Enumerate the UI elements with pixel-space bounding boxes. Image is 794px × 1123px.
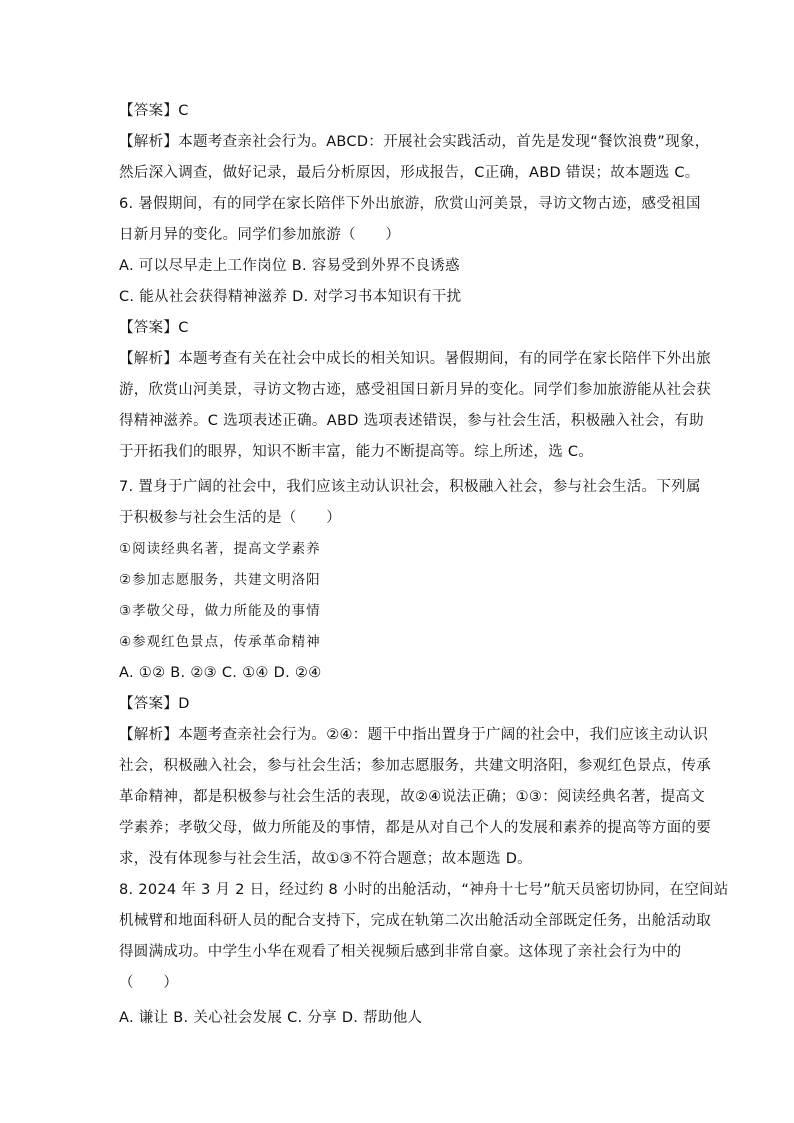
answer-6-line: 【答案】C (119, 320, 189, 336)
question-6-line-1: 6. 暑假期间，有的同学在家长陪伴下外出旅游，欣赏山河美景，寻访文物古迹，感受祖国 (119, 196, 701, 212)
question-7-item-4: ④参观红色景点，传承革命精神 (119, 634, 321, 650)
question-8-options: A. 谦让 B. 关心社会发展 C. 分享 D. 帮助他人 (119, 1010, 423, 1026)
question-8-line-1: 8. 2024 年 3 月 2 日，经过约 8 小时的出舱活动，“神舟十七号”航天员密切协同，在空间站 (119, 882, 729, 898)
question-7-item-1: ①阅读经典名著，提高文学素养 (119, 541, 321, 557)
analysis-6-line-1: 【解析】本题考查有关在社会中成长的相关知识。暑假期间，有的同学在家长陪伴下外出旅 (119, 351, 711, 367)
question-8-line-2: 机械臂和地面科研人员的配合支持下，完成在轨第二次出舱活动全部既定任务，出舱活动取 (119, 913, 711, 929)
question-7-line-1: 7. 置身于广阔的社会中，我们应该主动认识社会，积极融入社会，参与社会生活。下列属 (119, 479, 701, 495)
question-8-line-4: （ ） (119, 975, 179, 991)
analysis-6-line-3: 得精神滋养。C 选项表述正确。ABD 选项表述错误，参与社会生活，积极融入社会，有助 (119, 413, 704, 429)
answer-7-line: 【答案】D (119, 696, 190, 712)
analysis-7-line-2: 社会，积极融入社会，参与社会生活；参加志愿服务，共建文明洛阳，参观红色景点，传承 (119, 758, 711, 774)
analysis-6-line-2: 游，欣赏山河美景，寻访文物古迹，感受祖国日新月异的变化。同学们参加旅游能从社会获 (119, 382, 711, 398)
analysis-7-line-5: 求，没有体现参与社会生活，故①③不符合题意；故本题选 D。 (119, 851, 532, 867)
question-7-line-2: 于积极参与社会生活的是（ ） (119, 510, 341, 526)
analysis-5-line-2: 然后深入调查，做好记录，最后分析原因，形成报告，C正确，ABD 错误；故本题选 C。 (119, 165, 700, 181)
analysis-7-line-1: 【解析】本题考查亲社会行为。②④：题干中指出置身于广阔的社会中，我们应该主动认识 (119, 727, 708, 743)
analysis-6-line-4: 于开拓我们的眼界，知识不断丰富，能力不断提高等。综上所述，选 C。 (119, 444, 594, 460)
analysis-7-line-4: 学素养；孝敬父母，做力所能及的事情，都是从对自己个人的发展和素养的提高等方面的要 (119, 820, 711, 836)
analysis-5-line-1: 【解析】本题考查亲社会行为。ABCD：开展社会实践活动，首先是发现“餐饮浪费”现象， (119, 134, 710, 150)
question-6-line-2: 日新月异的变化。同学们参加旅游（ ） (119, 227, 401, 243)
question-6-options-ab: A. 可以尽早走上工作岗位 B. 容易受到外界不良诱惑 (119, 258, 460, 274)
question-8-line-3: 得圆满成功。中学生小华在观看了相关视频后感到非常自豪。这体现了亲社会行为中的 (119, 944, 682, 960)
answer-5-line: 【答案】C (119, 103, 189, 119)
question-7-options: A. ①② B. ②③ C. ①④ D. ②④ (119, 665, 322, 681)
question-6-options-cd: C. 能从社会获得精神滋养 D. 对学习书本知识有干扰 (119, 289, 462, 305)
question-7-item-3: ③孝敬父母，做力所能及的事情 (119, 603, 321, 619)
analysis-7-line-3: 革命精神，都是积极参与社会生活的表现，故②④说法正确；①③：阅读经典名著，提高文 (119, 789, 705, 805)
question-7-item-2: ②参加志愿服务，共建文明洛阳 (119, 572, 321, 588)
